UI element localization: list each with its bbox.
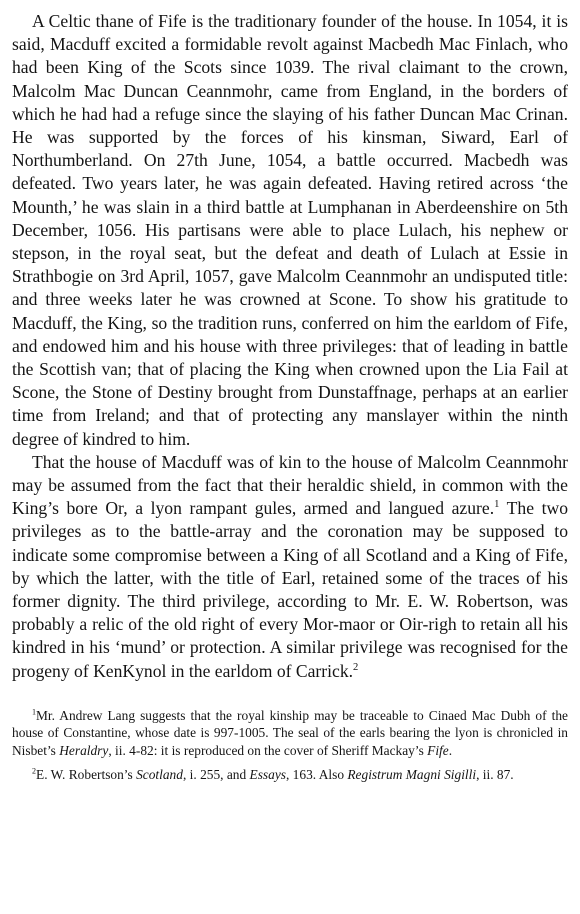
- footnote-1: [12, 707, 568, 760]
- footnote-2-text-b: , i. 255, and: [182, 766, 250, 782]
- footnote-2-italic-b: Essays: [249, 766, 286, 782]
- footnote-2-mark: 2: [32, 766, 37, 776]
- body-paragraph-1: A Celtic thane of Fife is the traditionary founder of the house. In 1054, it is said, Macduff excited a formidable revolt against Macbedh Mac Finlach, who had been King of the Scots since 1039. The rival claimant to the crown, Malcolm Mac Duncan Ceannmohr, came from England, in the borders of which he had had a refuge since the slaying of his father Duncan Mac Crinan. He was supported by the forces of his kinsman, Siward, Earl of Northumberland. On 27th June, 1054, a battle occurred. Macbedh was defeated. Two years later, he was again defeated. Having retired across ‘the Mounth,’ he was slain in a third battle at Lumphanan in Aberdeenshire on 5th December, 1056. His partisans were able to place Lulach, his nephew or stepson, in the royal seat, but the defeat and death of Lulach at Essie in Strathbogie on 3rd April, 1057, gave Malcolm Ceannmohr an undisputed title: and three weeks later he was crowned at Scone. To show his gratitude to Macduff, the King, so the tradition runs, conferred on him the earldom of Fife, and endowed him and his house with three privileges: that of leading in battle the Scottish van; that of placing the King when crowned upon the Lia Fail at Scone, the Stone of Destiny brought from Dunstaffnage, perhaps at an earlier time from Ireland; and that of protecting any manslayer within the ninth degree of kindred to him.: [12, 11, 568, 449]
- paragraph-2-text-b: The two privileges as to the battle-array and the coronation may be supposed to indicate some compromise between a King of all Scotland and a King of Fife, by which the latter, with the title of Earl, retained some of the traces of his former dignity. The third privilege, according to Mr. E. W. Robertson, was probably a relic of the old right of every Mor-maor or Oir-righ to retain all his kindred in his ‘mund’ or protection. A similar privilege was recognised for the progeny of KenKynol in the earldom of Carrick.: [12, 498, 568, 681]
- footnote-1-italic-b: Fife: [427, 743, 449, 759]
- footnote-1-mark: 1: [32, 707, 37, 717]
- footnote-2-italic-c: Registrum Magni Sigilli: [347, 766, 477, 782]
- footnote-ref-1: 1: [494, 499, 500, 511]
- footnotes-section: [12, 707, 568, 783]
- footnote-2-text-a: E. W. Robertson’s: [36, 766, 137, 782]
- footnote-1-text-c: .: [448, 743, 453, 759]
- footnote-ref-2: 2: [353, 661, 359, 673]
- footnote-2-text-c: , 163. Also: [285, 766, 348, 782]
- paragraph-2-text-a: That the house of Macduff was of kin to the house of Malcolm Ceannmohr may be assumed from the fact that their heraldic shield, in common with the King’s bore Or, a lyon rampant gules, armed and langued azure.: [12, 451, 568, 519]
- footnote-1-italic-a: Heraldry: [59, 743, 109, 759]
- footnote-2-italic-a: Scotland: [136, 766, 183, 782]
- footnote-2-text-d: , ii. 87.: [476, 766, 514, 782]
- body-paragraph-2: [12, 451, 568, 683]
- footnote-1-text-b: , ii. 4-82: it is reproduced on the cover of Sheriff Mackay’s: [108, 743, 428, 759]
- footnote-2: [12, 766, 568, 784]
- footnote-1-text-a: Mr. Andrew Lang suggests that the royal kinship may be traceable to Cinaed Mac Dubh of the house of Constantine, whose date is 997-1005. The seal of the earls bearing the lyon is chronicled in Nisbet’s: [12, 707, 568, 759]
